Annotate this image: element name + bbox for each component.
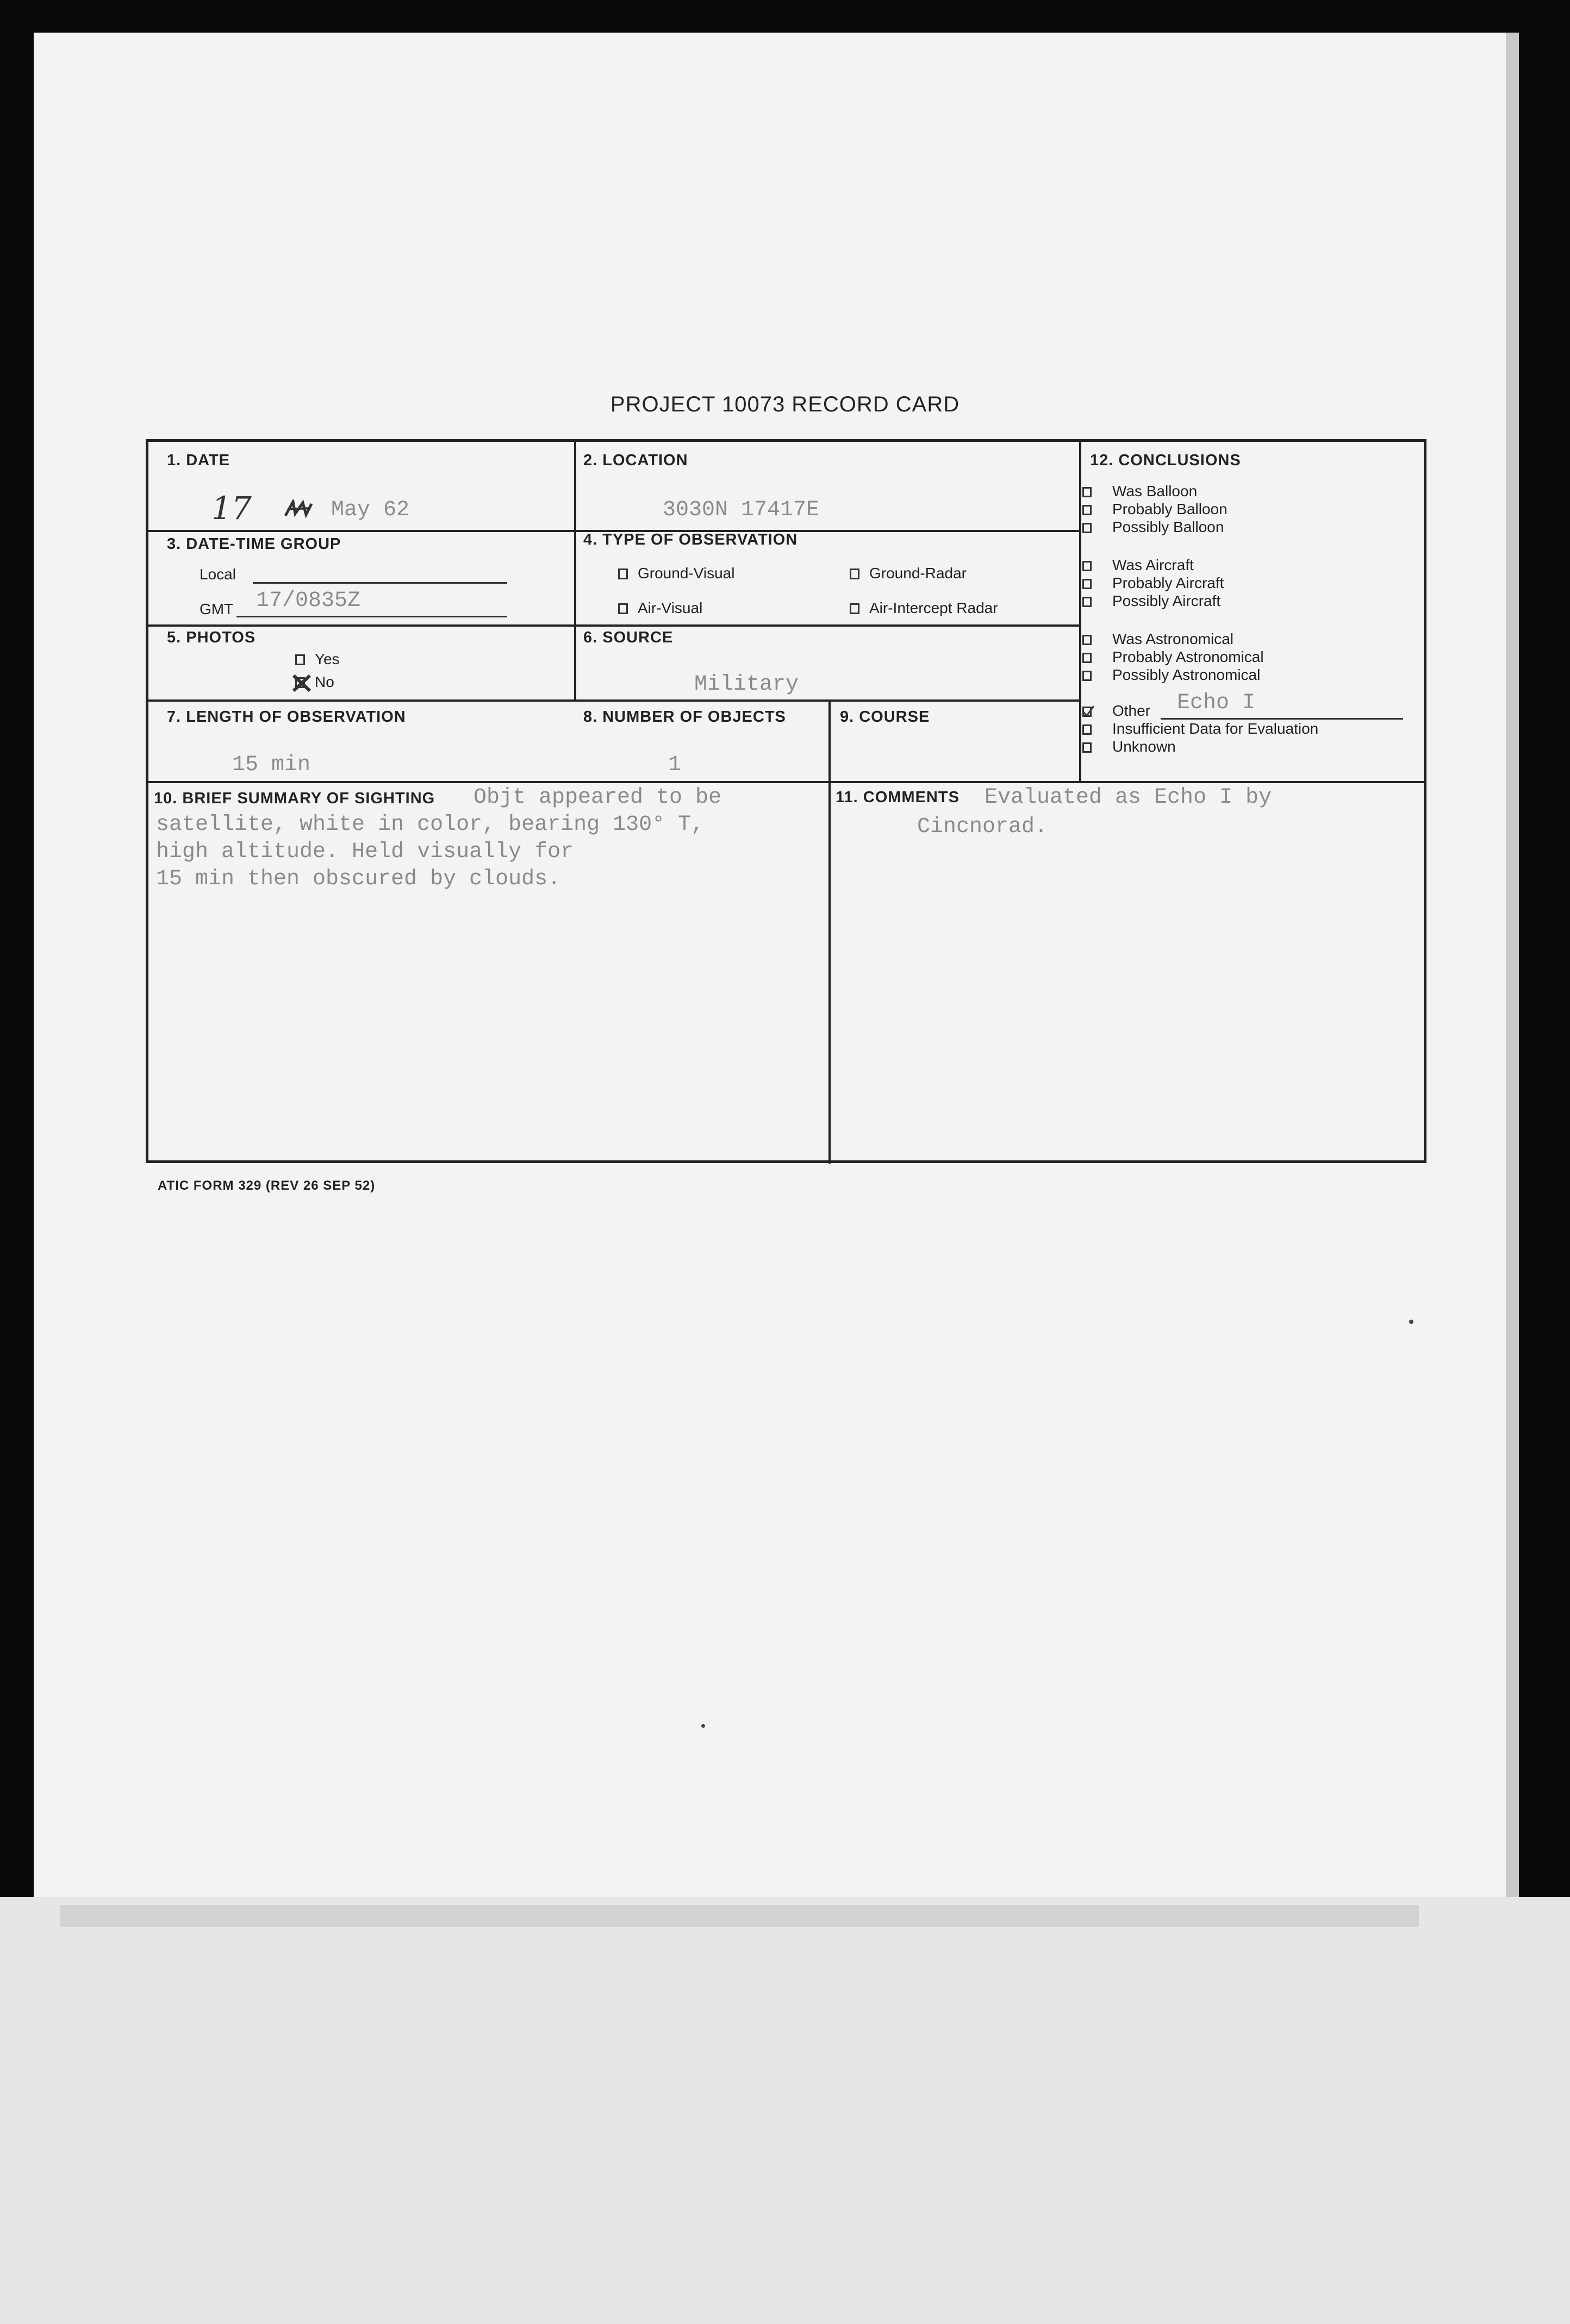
photos-yes-label: Yes (315, 651, 340, 667)
ground-visual-label: Ground-Visual (638, 565, 735, 582)
possibly-astronomical-label: Possibly Astronomical (1112, 666, 1261, 683)
lower-paper (0, 1897, 1570, 2324)
location-value: 3030N 17417E (663, 498, 820, 522)
grid-line (148, 624, 1079, 627)
grid-line (1079, 442, 1081, 783)
date-day-handwritten: 17 (211, 490, 252, 527)
grid-line (828, 699, 831, 1164)
record-card (146, 439, 1426, 1163)
conclusions-group-other (1082, 691, 1319, 755)
unknown-label: Unknown (1112, 738, 1176, 755)
checkbox-possibly-balloon[interactable] (1082, 518, 1228, 536)
photos-no-box (295, 677, 305, 688)
speck (1409, 1320, 1413, 1324)
summary-label: 10. BRIEF SUMMARY OF SIGHTING (154, 790, 435, 807)
date-time-group-label: 3. DATE-TIME GROUP (167, 535, 341, 553)
form-footer: ATIC FORM 329 (REV 26 SEP 52) (158, 1178, 376, 1193)
probably-aircraft-label: Probably Aircraft (1112, 574, 1224, 591)
air-visual-label: Air-Visual (638, 599, 703, 616)
conclusions-label: 12. CONCLUSIONS (1090, 452, 1241, 469)
other-value: Echo I (1177, 691, 1256, 715)
other-label: Other (1112, 702, 1151, 719)
checkbox-probably-astronomical[interactable] (1082, 648, 1264, 666)
photos-label: 5. PHOTOS (167, 629, 256, 646)
checkbox-insufficient-data[interactable] (1082, 720, 1318, 738)
probably-balloon-label: Probably Balloon (1112, 501, 1228, 517)
summary-line: satellite, white in color, bearing 130° T, (156, 813, 705, 837)
gmt-value: 17/0835Z (256, 589, 361, 613)
checkbox-probably-balloon[interactable] (1082, 500, 1228, 518)
checkbox-ground-radar[interactable] (850, 565, 967, 582)
checkbox-was-aircraft[interactable] (1082, 556, 1224, 574)
grid-line (574, 442, 576, 699)
length-label: 7. LENGTH OF OBSERVATION (167, 708, 406, 726)
possibly-aircraft-label: Possibly Aircraft (1112, 592, 1221, 609)
summary-line: Objt appeared to be (474, 785, 722, 810)
gmt-underline (236, 616, 507, 617)
was-aircraft-label: Was Aircraft (1112, 557, 1194, 573)
comments-label: 11. COMMENTS (836, 789, 960, 806)
location-label: 2. LOCATION (583, 452, 688, 469)
date-strikeout-scribble (284, 499, 313, 518)
checkbox-unknown[interactable] (1082, 738, 1318, 755)
checkbox-was-astronomical[interactable] (1082, 630, 1264, 648)
x-mark-icon (291, 673, 313, 693)
lower-paper-shadow (60, 1905, 1419, 1927)
probably-astronomical-label: Probably Astronomical (1112, 648, 1264, 665)
checkbox-was-balloon[interactable] (1082, 482, 1228, 500)
checkbox-air-visual[interactable] (618, 599, 702, 617)
local-underline (253, 582, 507, 584)
source-label: 6. SOURCE (583, 629, 674, 646)
source-value: Military (694, 672, 799, 697)
summary-line: 15 min then obscured by clouds. (156, 867, 561, 891)
checkbox-ground-visual[interactable] (618, 565, 734, 582)
ground-radar-label: Ground-Radar (869, 565, 967, 582)
course-label: 9. COURSE (840, 708, 930, 726)
checkbox-possibly-aircraft[interactable] (1082, 592, 1224, 610)
possibly-balloon-label: Possibly Balloon (1112, 518, 1224, 535)
sheet-edge-shadow (1506, 33, 1519, 1919)
checkbox-photos-yes[interactable] (295, 651, 340, 668)
check-mark-icon (1082, 705, 1095, 718)
other-underline (1161, 718, 1403, 720)
number-of-objects-label: 8. NUMBER OF OBJECTS (583, 708, 786, 726)
conclusions-group-astronomical (1082, 630, 1264, 684)
comments-line: Cincnorad. (917, 815, 1048, 839)
local-label: Local (200, 566, 236, 583)
was-balloon-label: Was Balloon (1112, 483, 1198, 499)
grid-line (148, 699, 1079, 702)
checkbox-air-intercept-radar[interactable] (850, 599, 998, 617)
speck (701, 1724, 705, 1728)
comments-line: Evaluated as Echo I by (985, 785, 1272, 810)
checkbox-photos-no[interactable] (295, 673, 334, 691)
air-intercept-radar-label: Air-Intercept Radar (869, 599, 998, 616)
type-of-observation-label: 4. TYPE OF OBSERVATION (583, 531, 798, 548)
insufficient-data-label: Insufficient Data for Evaluation (1112, 720, 1319, 737)
checkbox-probably-aircraft[interactable] (1082, 574, 1224, 592)
date-month-year: May 62 (331, 498, 410, 522)
photos-no-label: No (315, 673, 334, 690)
conclusions-group-balloon (1082, 482, 1228, 536)
checkbox-other[interactable] (1082, 691, 1318, 720)
grid-line (148, 781, 1424, 783)
checkbox-possibly-astronomical[interactable] (1082, 666, 1264, 684)
gmt-label: GMT (200, 601, 234, 617)
was-astronomical-label: Was Astronomical (1112, 630, 1234, 647)
summary-line: high altitude. Held visually for (156, 840, 574, 864)
length-value: 15 min (232, 753, 311, 777)
card-title: PROJECT 10073 RECORD CARD (610, 392, 960, 416)
conclusions-group-aircraft (1082, 556, 1224, 610)
date-label: 1. DATE (167, 452, 230, 469)
number-of-objects-value: 1 (668, 753, 682, 777)
